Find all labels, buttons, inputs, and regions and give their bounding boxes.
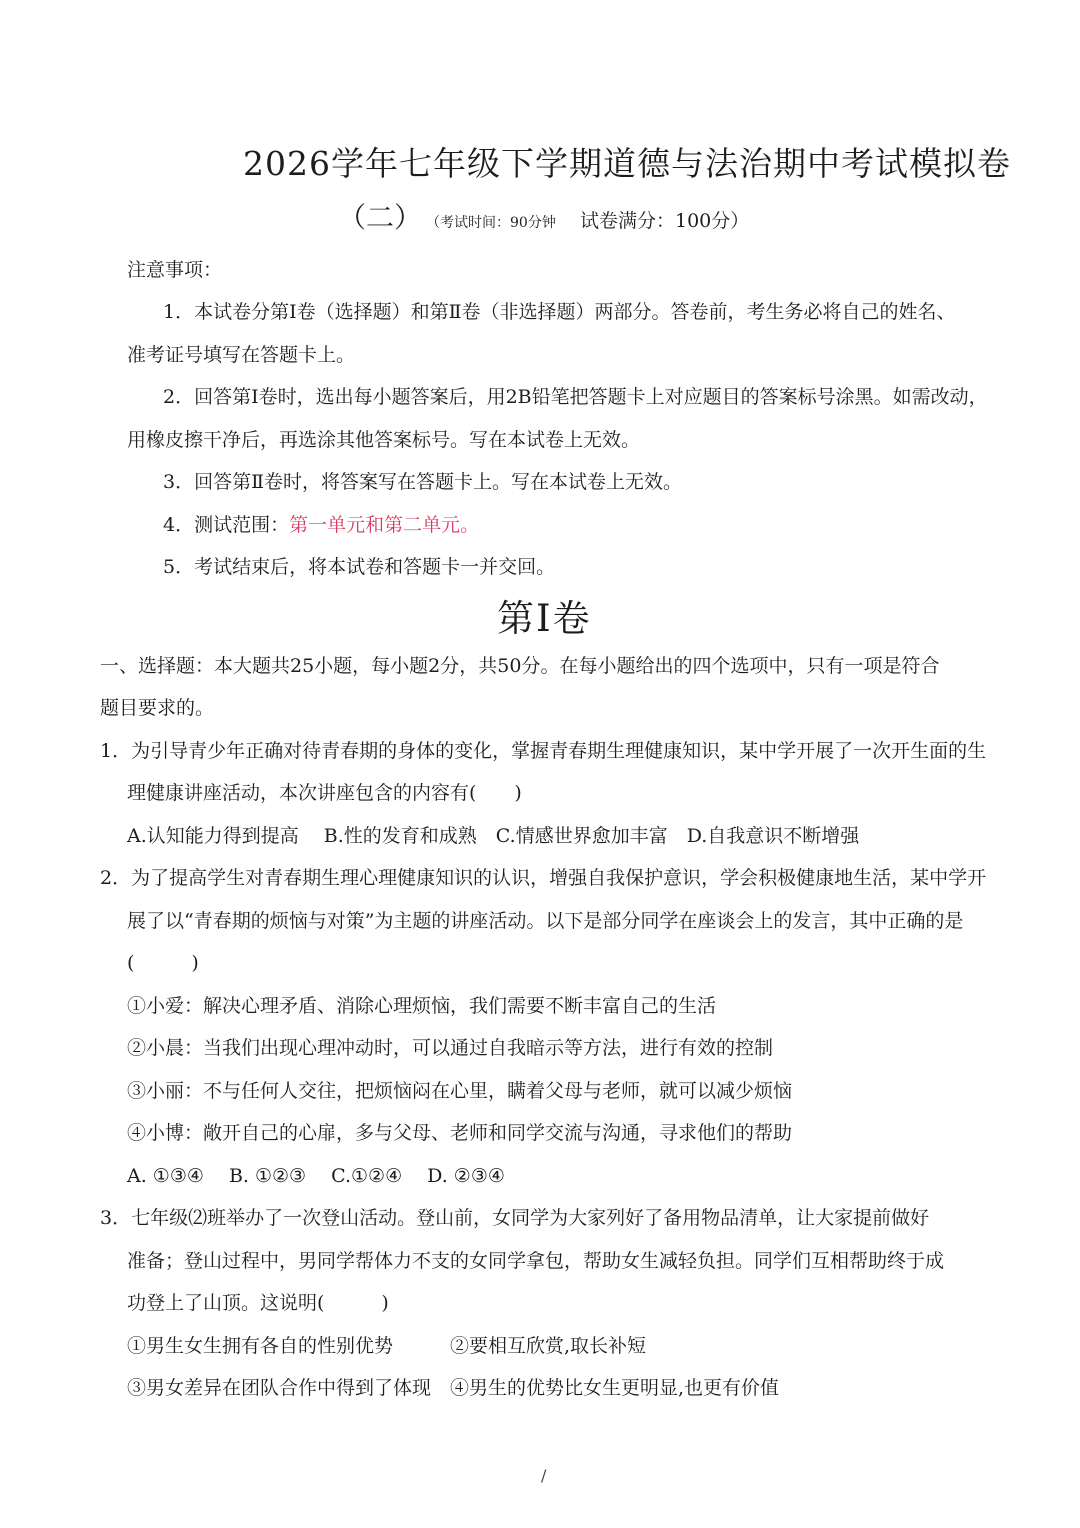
part1-intro: 一、选择题：本大题共25小题，每小题2分，共50分。在每小题给出的四个选项中，只有一项是符合 [100,655,940,677]
notice-line: 用橡皮擦干净后，再选涂其他答案标号。写在本试卷上无效。 [127,429,641,451]
question-2-statement: ②小晨：当我们出现心理冲动时，可以通过自我暗示等方法，进行有效的控制 [127,1037,774,1059]
question-2-options: A. ①③④ B. ①②③ C.①②④ D. ②③④ [127,1165,505,1187]
page-footer: / [541,1466,547,1485]
question-3-text: 准备；登山过程中，男同学帮体力不支的女同学拿包，帮助女生减轻负担。同学们互相帮助终于成 [127,1250,945,1272]
notice-line: 3．回答第Ⅱ卷时，将答案写在答题卡上。写在本试卷上无效。 [163,471,683,493]
page-title: 2026学年七年级下学期道德与法治期中考试模拟卷 [243,144,1011,183]
paper-number: （二） [338,201,423,234]
notice-line: 2．回答第Ⅰ卷时，选出每小题答案后，用2B铅笔把答题卡上对应题目的答案标号涂黑。如需改动， [163,386,988,408]
notice-line-scope [163,510,479,537]
notice-heading: 注意事项： [127,259,223,281]
question-2-text: 2．为了提高学生对青春期生理心理健康知识的认识，增强自我保护意识，学会积极健康地生活，某中学开 [100,867,987,889]
question-2-text: ( ) [127,952,199,974]
question-2-text: 展了以“青春期的烦恼与对策”为主题的讲座活动。以下是部分同学在座谈会上的发言，其中正确的是 [127,910,964,932]
section-heading: 第Ⅰ卷 [497,597,592,640]
notice-line: 准考证号填写在答题卡上。 [127,344,356,366]
scope-label: 4．测试范围： [163,514,290,536]
exam-time: （考试时间：90分钟 [426,215,556,231]
question-1-text: 理健康讲座活动，本次讲座包含的内容有( ) [127,782,522,804]
question-1-options: A.认知能力得到提高 B.性的发育和成熟 C.情感世界愈加丰富 D.自我意识不断增强 [127,825,860,847]
full-score: 试卷满分：100分） [580,210,750,232]
question-3-statement: ①男生女生拥有各自的性别优势 ②要相互欣赏,取长补短 [127,1335,647,1357]
question-2-statement: ③小丽：不与任何人交往，把烦恼闷在心里，瞒着父母与老师，就可以减少烦恼 [127,1080,793,1102]
question-2-statement: ①小爱：解决心理矛盾、消除心理烦恼，我们需要不断丰富自己的生活 [127,995,717,1017]
question-2-statement: ④小博：敞开自己的心扉，多与父母、老师和同学交流与沟通，寻求他们的帮助 [127,1122,793,1144]
question-3-text: 3．七年级⑵班举办了一次登山活动。登山前，女同学为大家列好了备用物品清单，让大家提前做好 [100,1207,930,1229]
question-1-text: 1．为引导青少年正确对待青春期的身体的变化，掌握青春期生理健康知识，某中学开展了一次开生面的生 [100,740,987,762]
notice-line: 5．考试结束后，将本试卷和答题卡一并交回。 [163,556,556,578]
question-3-statement: ③男女差异在团队合作中得到了体现 ④男生的优势比女生更明显,也更有价值 [127,1377,780,1399]
notice-line: 1．本试卷分第Ⅰ卷（选择题）和第Ⅱ卷（非选择题）两部分。答卷前，考生务必将自己的姓名、 [163,301,956,323]
part1-intro: 题目要求的。 [100,697,215,719]
scope-highlight: 第一单元和第二单元。 [289,514,480,536]
question-3-text: 功登上了山顶。这说明( ) [127,1292,389,1314]
